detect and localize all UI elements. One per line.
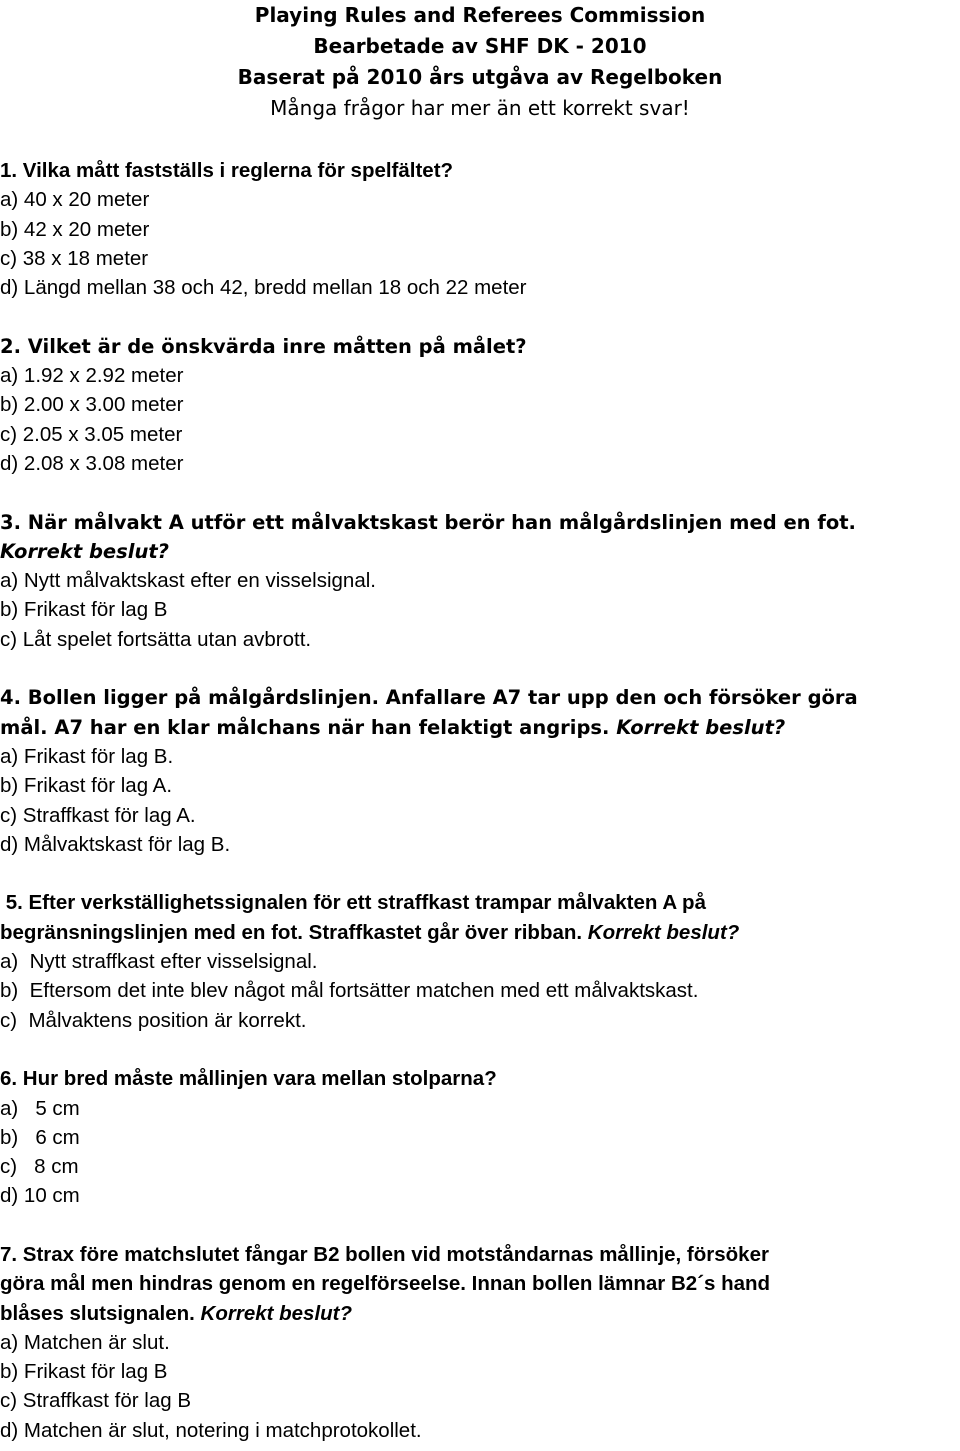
option-c: c) Straffkast för lag A. — [0, 803, 196, 827]
option-a: a) 5 cm — [0, 1096, 80, 1120]
option-b: b) 6 cm — [0, 1125, 80, 1149]
option-c: c) Målvaktens position är korrekt. — [0, 1008, 307, 1032]
question-list — [0, 156, 955, 1445]
question-ask: Korrekt beslut? — [587, 920, 740, 944]
question-3 — [0, 508, 955, 654]
option-b: b) 42 x 20 meter — [0, 217, 150, 241]
option-b: b) Frikast för lag B — [0, 1360, 168, 1384]
question-ask: Korrekt beslut? — [616, 715, 786, 739]
option-a: a) 40 x 20 meter — [0, 188, 150, 212]
option-d: d) 10 cm — [0, 1184, 80, 1208]
option-a: a) Nytt målvaktskast efter en visselsignal. — [0, 569, 376, 593]
question-text: 2. Vilket är de önskvärda inre måtten på målet? — [0, 334, 527, 358]
question-text: 1. Vilka mått fastställs i reglerna för spelfältet? — [0, 159, 454, 182]
option-a: a) Nytt straffkast efter visselsignal. — [0, 950, 318, 974]
question-4 — [0, 683, 955, 859]
question-text-line-1: 7. Strax före matchslutet fångar B2 bollen vid motståndarnas mållinje, försöker — [0, 1242, 769, 1266]
option-b: b) Frikast för lag A. — [0, 774, 173, 798]
question-text: 6. Hur bred måste mållinjen vara mellan stolparna? — [0, 1067, 497, 1091]
question-1 — [0, 156, 955, 302]
question-text-line-2: begränsningslinjen med en fot. Straffkastet går över ribban. — [0, 920, 583, 944]
question-text-line-2: mål. A7 har en klar målchans när han felaktigt angrips. — [0, 715, 610, 739]
option-c: c) 38 x 18 meter — [0, 246, 149, 270]
question-7 — [0, 1240, 955, 1445]
option-d: d) Matchen är slut, notering i matchprotokollet. — [0, 1418, 422, 1442]
option-b: b) Eftersom det inte blev något mål fortsätter matchen med ett målvaktskast. — [0, 979, 699, 1003]
option-a: a) Frikast för lag B. — [0, 744, 174, 768]
option-b: b) 2.00 x 3.00 meter — [0, 393, 184, 417]
question-text-line-2: göra mål men hindras genom en regelförseelse. Innan bollen lämnar B2´s hand — [0, 1272, 771, 1296]
option-d: d) Målvaktskast för lag B. — [0, 832, 231, 856]
question-ask: Korrekt beslut? — [200, 1301, 353, 1325]
document-header — [0, 0, 960, 124]
question-text-line-1: 4. Bollen ligger på målgårdslinjen. Anfallare A7 tar upp den och försöker göra — [0, 686, 858, 710]
question-text-line-1: 5. Efter verkställighetssignalen för ett straffkast trampar målvakten A på — [0, 891, 706, 915]
option-c: c) Låt spelet fortsätta utan avbrott. — [0, 627, 312, 651]
question-text: 3. När målvakt A utför ett målvaktskast berör han målgårdslinjen med en fot. — [0, 510, 856, 534]
option-a: a) 1.92 x 2.92 meter — [0, 364, 184, 388]
option-d: d) 2.08 x 3.08 meter — [0, 451, 184, 475]
header-line-2: Bearbetade av SHF DK - 2010 — [313, 34, 647, 58]
question-ask: Korrekt beslut? — [0, 539, 169, 563]
option-c: c) Straffkast för lag B — [0, 1389, 192, 1413]
option-d: d) Längd mellan 38 och 42, bredd mellan 18 och 22 meter — [0, 276, 527, 300]
option-a: a) Matchen är slut. — [0, 1330, 170, 1354]
option-c: c) 8 cm — [0, 1155, 79, 1179]
option-b: b) Frikast för lag B — [0, 598, 168, 622]
question-text-line-3: blåses slutsignalen. — [0, 1301, 195, 1325]
header-line-1: Playing Rules and Referees Commission — [254, 3, 706, 27]
header-line-3: Baserat på 2010 års utgåva av Regelboken — [237, 65, 723, 89]
question-2 — [0, 332, 955, 478]
question-5 — [0, 888, 955, 1034]
question-6 — [0, 1064, 955, 1210]
header-line-4: Många frågor har mer än ett korrekt svar! — [270, 96, 690, 120]
option-c: c) 2.05 x 3.05 meter — [0, 422, 183, 446]
